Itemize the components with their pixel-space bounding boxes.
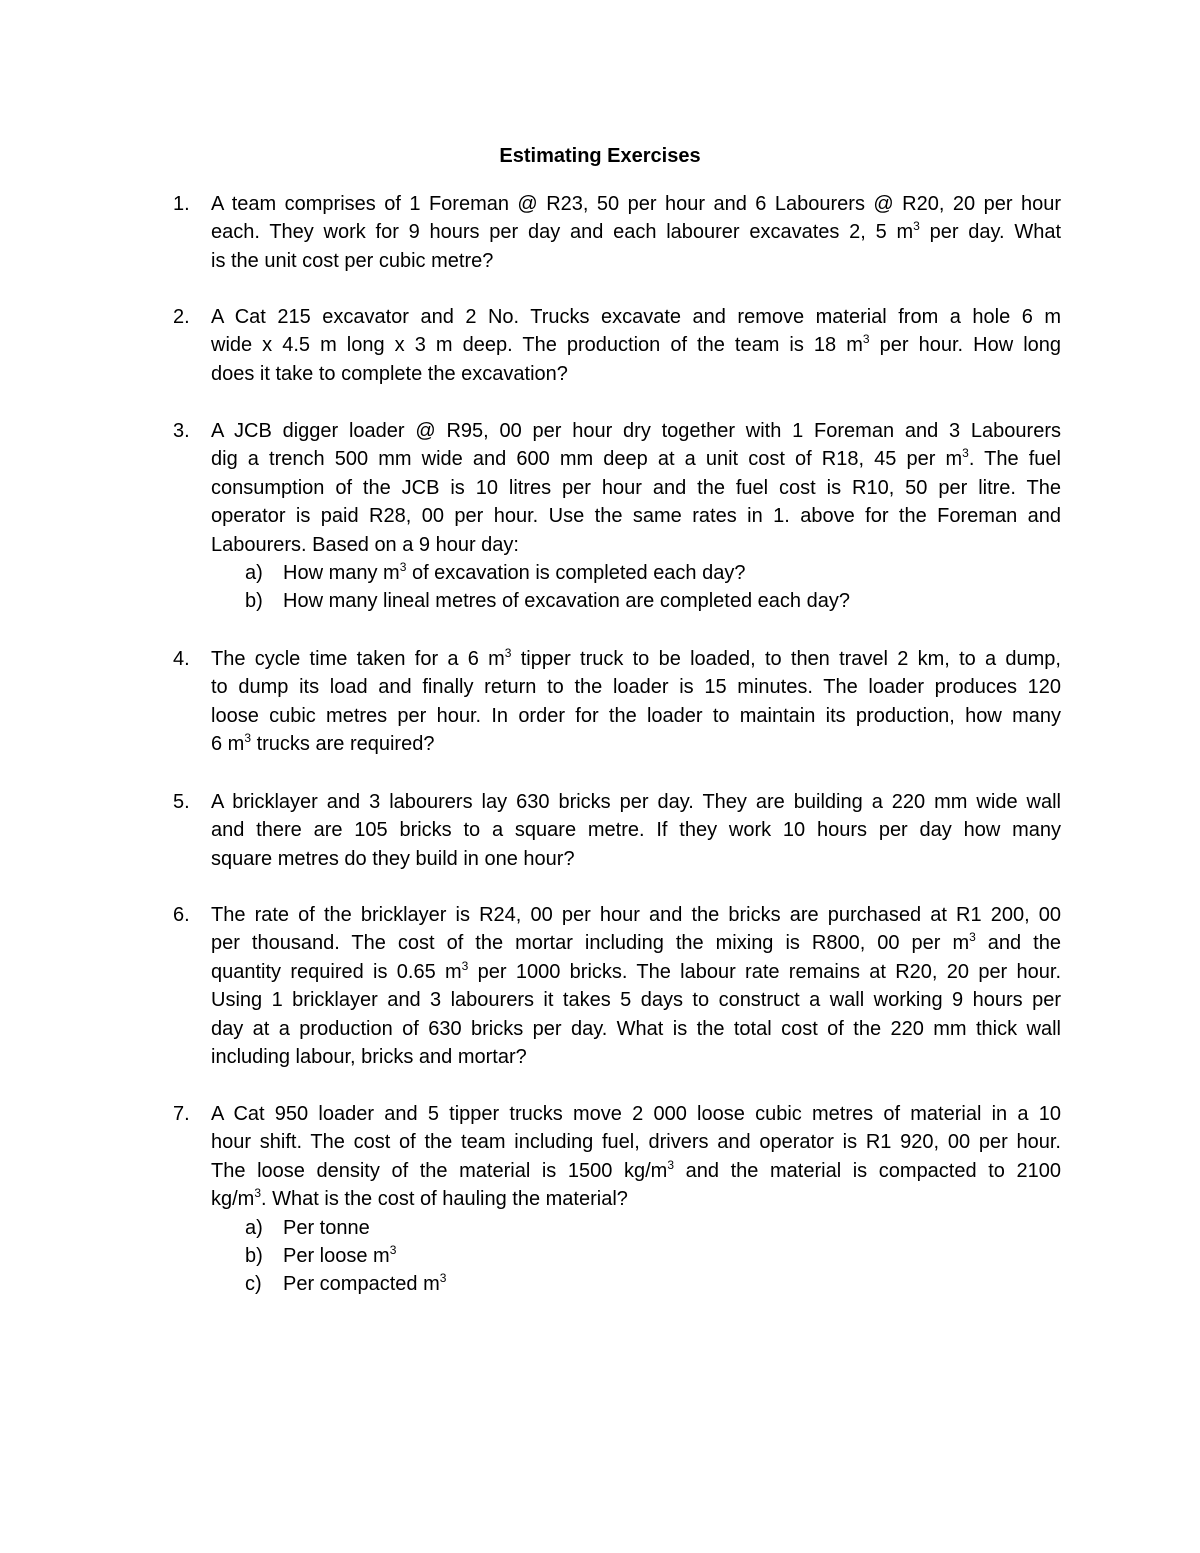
question-line: A team comprises of 1 Foreman @ R23, 50 per hour and 6 Labourers @ R20, 20 per hour xyxy=(211,193,1061,215)
question-text xyxy=(211,788,1061,873)
question-number: 6. xyxy=(173,904,190,926)
sub-question-text: How many lineal metres of excavation are completed each day? xyxy=(283,590,850,613)
question-text xyxy=(211,190,1061,275)
question-line: quantity required is 0.65 $m^3$ per 1000 bricks. The labour rate remains at R20, 20 per hour. xyxy=(211,958,1062,983)
question-number: 1. xyxy=(173,193,190,215)
question-line: $kg/m^3$. What is the cost of hauling the material? xyxy=(211,1186,628,1211)
sub-question-text: How many $m^3$ of excavation is completed each day? xyxy=(283,560,746,585)
question-line: The rate of the bricklayer is R24, 00 per hour and the bricks are purchased at R1 200, 00 xyxy=(211,904,1061,926)
question-line: The cycle time taken for a 6 $m^3$ tipper truck to be loaded, to then travel 2 km, to a dump, xyxy=(211,646,1061,670)
question-number: 4. xyxy=(173,648,190,670)
question-number: 5. xyxy=(173,791,190,813)
question-line: does it take to complete the excavation? xyxy=(211,362,568,385)
question-line: square metres do they build in one hour? xyxy=(211,847,575,870)
sub-question-text: Per compacted $m^3$ xyxy=(283,1271,447,1296)
question-line: including labour, bricks and mortar? xyxy=(211,1046,527,1069)
question-line: operator is paid R28, 00 per hour. Use the same rates in 1. above for the Foreman and xyxy=(211,505,1061,528)
question-text xyxy=(211,645,1061,759)
question-line: per thousand. The cost of the mortar including the mixing is R800, 00 per $m^3$ and the xyxy=(211,930,1061,955)
question-number: 2. xyxy=(173,306,190,328)
question-line: hour shift. The cost of the team including fuel, drivers and operator is R1 920, 00 per hour. xyxy=(211,1131,1061,1154)
question-line: and there are 105 bricks to a square metre. If they work 10 hours per day how many xyxy=(211,819,1061,842)
sub-question-a xyxy=(211,1214,1061,1242)
question-line: day at a production of 630 bricks per day. What is the total cost of the 220 mm thick wall xyxy=(211,1017,1061,1040)
sub-question-label: b) xyxy=(245,1245,263,1268)
question-line: 6 $m^3$ trucks are required? xyxy=(211,731,435,756)
question-line: dig a trench 500 mm wide and 600 mm deep at a unit cost of R18, 45 per $m^3$. The fuel xyxy=(211,446,1061,471)
sub-question-label: a) xyxy=(245,1216,263,1239)
question-line: wide x 4.5 m long x 3 m deep. The production of the team is 18 $m^3$ per hour. How long xyxy=(211,332,1061,357)
question-line: The loose density of the material is 1500 $kg/m^3$ and the material is compacted to 2100 xyxy=(211,1157,1061,1182)
question-line: to dump its load and finally return to the loader is 15 minutes. The loader produces 120 xyxy=(211,676,1061,699)
question-line: consumption of the JCB is 10 litres per hour and the fuel cost is R10, 50 per litre. The xyxy=(211,476,1061,499)
question-line: A Cat 215 excavator and 2 No. Trucks excavate and remove material from a hole 6 m xyxy=(211,306,1061,328)
sub-question-a xyxy=(211,559,1061,587)
question-line: A bricklayer and 3 labourers lay 630 bricks per day. They are building a 220 mm wide wall xyxy=(211,791,1061,813)
question-number: 3. xyxy=(173,420,190,442)
sub-question-text: Per tonne xyxy=(283,1216,370,1239)
question-line: A Cat 950 loader and 5 tipper trucks move 2 000 loose cubic metres of material in a 10 xyxy=(211,1103,1061,1125)
question-line: loose cubic metres per hour. In order for the loader to maintain its production, how many xyxy=(211,704,1061,727)
sub-question-text: Per loose $m^3$ xyxy=(283,1243,397,1268)
sub-question-label: b) xyxy=(245,590,263,613)
question-text xyxy=(211,417,1061,616)
document-title: Estimating Exercises xyxy=(499,145,701,167)
question-line: Using 1 bricklayer and 3 labourers it takes 5 days to construct a wall working 9 hours per xyxy=(211,989,1061,1012)
sub-question-b xyxy=(211,587,1061,615)
question-line: is the unit cost per cubic metre? xyxy=(211,249,494,272)
question-text xyxy=(211,901,1061,1071)
question-line: each. They work for 9 hours per day and each labourer excavates 2, 5 $m^3$ per day. What xyxy=(211,219,1062,244)
question-number: 7. xyxy=(173,1103,190,1125)
question-line: A JCB digger loader @ R95, 00 per hour dry together with 1 Foreman and 3 Labourers xyxy=(211,420,1061,442)
question-text xyxy=(211,303,1061,388)
sub-question-b xyxy=(211,1242,1061,1270)
question-line: Labourers. Based on a 9 hour day: xyxy=(211,533,519,556)
question-text xyxy=(211,1100,1061,1299)
sub-question-label: c) xyxy=(245,1273,262,1296)
sub-question-label: a) xyxy=(245,562,263,585)
sub-question-c xyxy=(211,1270,1061,1298)
